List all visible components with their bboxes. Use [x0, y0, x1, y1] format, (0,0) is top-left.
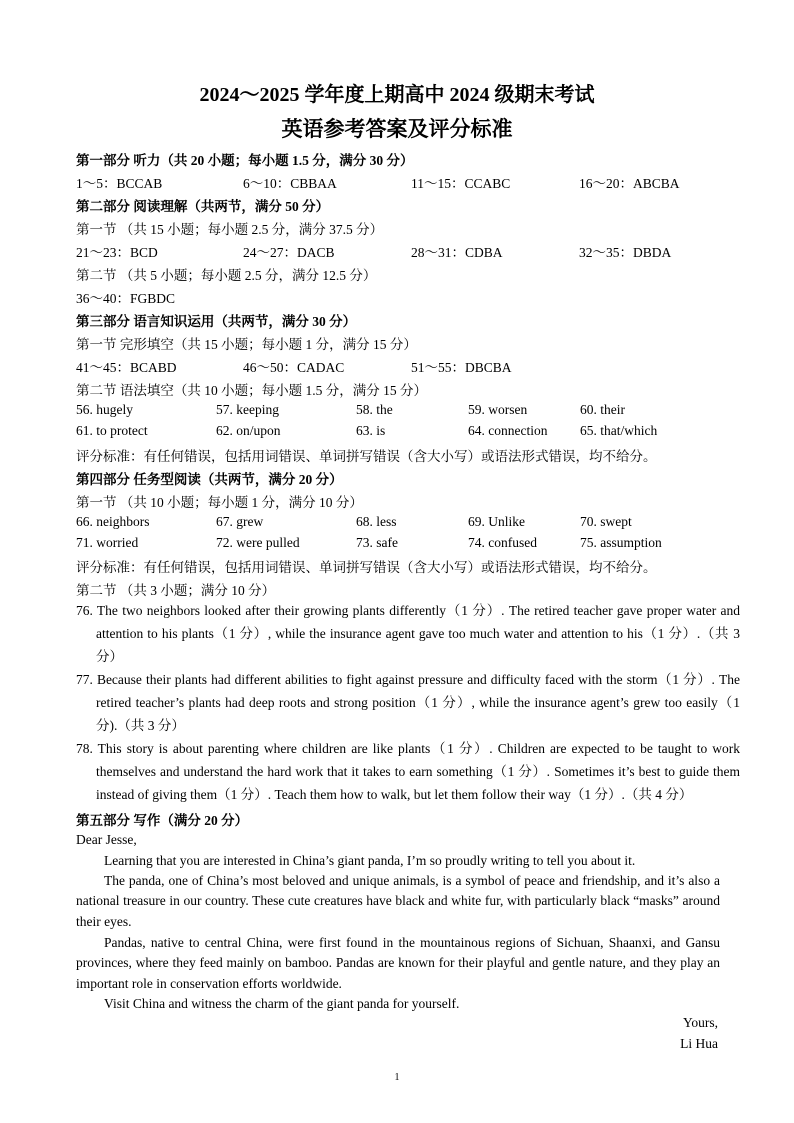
part3-section2-row2: [76, 423, 776, 443]
answer-item: 69. Unlike: [468, 514, 525, 529]
answer-item: 62. on/upon: [216, 423, 281, 438]
answer-item: 75. assumption: [580, 535, 662, 550]
part2-section2-heading: 第二节 （共 5 小题；每小题 2.5 分，满分 12.5 分）: [76, 268, 377, 283]
answer-group: 41～45：BCABD: [76, 360, 177, 375]
part2-heading: 第二部分 阅读理解（共两节，满分 50 分）: [76, 199, 330, 214]
answer-item: 64. connection: [468, 423, 548, 438]
answer-item: 65. that/which: [580, 423, 658, 438]
part4-section1-heading: 第一节 （共 10 小题；每小题 1 分，满分 10 分）: [76, 495, 363, 510]
part4-section1-row1: [76, 514, 776, 534]
answer-item: 63. is: [356, 423, 386, 438]
answer-item: 71. worried: [76, 535, 139, 550]
part4-section2-heading: 第二节 （共 3 小题；满分 10 分）: [76, 583, 276, 598]
letter-closing: Yours,: [682, 1015, 718, 1030]
part2-section1-heading: 第一节 （共 15 小题；每小题 2.5 分，满分 37.5 分）: [76, 222, 384, 237]
answer-group: 1～5：BCCAB: [76, 176, 163, 191]
answer-item: 56. hugely: [76, 402, 133, 417]
answer-group: 32～35：DBDA: [579, 245, 672, 260]
answer-item: 57. keeping: [216, 402, 279, 417]
letter-paragraph: Pandas, native to central China, were first found in the mountainous regions of Sichuan, Shaanxi, and Gansu provinces, where they feed mainly on bamboo. Pandas are known for their playful and gentle nature, and they play an important role in conservation efforts worldwide.: [76, 935, 720, 991]
answer-group: 46～50：CADAC: [243, 360, 345, 375]
document-title: 2024～2025 学年度上期高中 2024 级期末考试: [199, 84, 595, 106]
part4-heading: 第四部分 任务型阅读（共两节，满分 20 分）: [76, 472, 343, 487]
answer-item: 74. confused: [468, 535, 537, 550]
answer-item: 68. less: [356, 514, 397, 529]
part1-answers: [76, 172, 776, 192]
letter-paragraph: The panda, one of China’s most beloved and unique animals, is a symbol of peace and friendship, and it’s also a national treasure in our country. These cute creatures have black and white fur, with particularly black “masks” around their eyes.: [76, 873, 720, 929]
answer-item: 60. their: [580, 402, 625, 417]
answer-77: 77. Because their plants had different abilities to fight against pressure and difficulty faced with the storm（1 分）. The retired teacher’s plants had deep roots and strong position（1 分）, while the insurance agent’s grew too easily（1 分).（共 3 分）: [76, 672, 740, 734]
answer-item: 59. worsen: [468, 402, 528, 417]
answer-group: 51～55：DBCBA: [411, 360, 512, 375]
answer-item: 66. neighbors: [76, 514, 150, 529]
answer-item: 73. safe: [356, 535, 398, 550]
answer-76: 76. The two neighbors looked after their growing plants differently（1 分）. The retired teacher gave proper water and attention to his plants（1 分）, while the insurance agent gave too much water and attention to his（1 分）.（共 3 分）: [76, 603, 740, 665]
answer-group: 24～27：DACB: [243, 245, 335, 260]
answer-group: 28～31：CDBA: [411, 245, 503, 260]
answer-item: 58. the: [356, 402, 393, 417]
part5-heading: 第五部分 写作（满分 20 分）: [76, 813, 249, 828]
part3-section2-row1: [76, 402, 776, 422]
part3-section2-heading: 第二节 语法填空（共 10 小题；每小题 1.5 分，满分 15 分）: [76, 383, 427, 398]
part4-grading-criteria: 评分标准：有任何错误，包括用词错误、单词拼写错误（含大小写）或语法形式错误，均不给分。: [76, 560, 657, 575]
part1-heading: 第一部分 听力（共 20 小题；每小题 1.5 分，满分 30 分）: [76, 153, 414, 168]
letter-paragraph: Visit China and witness the charm of the giant panda for yourself.: [104, 996, 460, 1011]
document-subtitle: 英语参考答案及评分标准: [281, 117, 513, 141]
part2-section2-answer: 36～40：FGBDC: [76, 291, 176, 306]
answer-item: 72. were pulled: [216, 535, 300, 550]
answer-group: 21～23：BCD: [76, 245, 158, 260]
letter-paragraph: Learning that you are interested in China’s giant panda, I’m so proudly writing to tell you about it.: [104, 853, 636, 868]
answer-item: 67. grew: [216, 514, 264, 529]
letter-signature: Li Hua: [680, 1036, 718, 1051]
part3-section1-heading: 第一节 完形填空（共 15 小题；每小题 1 分，满分 15 分）: [76, 337, 417, 352]
part2-section1-answers: [76, 241, 776, 261]
letter-greeting: Dear Jesse,: [76, 832, 137, 847]
page-number: 1: [394, 1072, 400, 1083]
part3-section1-answers: [76, 356, 776, 376]
answer-item: 61. to protect: [76, 423, 148, 438]
answer-78: 78. This story is about parenting where children are like plants（1 分）. Children are expected to be taught to work themselves and understand the hard work that it takes to earn something（1 分）. Sometimes it’s best to guide them instead of giving them（1 分）. Teach them how to walk, but let them follow their way（1 分）.（共 4 分）: [76, 741, 740, 803]
answer-item: 70. swept: [580, 514, 632, 529]
part3-grading-criteria: 评分标准：有任何错误，包括用词错误、单词拼写错误（含大小写）或语法形式错误，均不给分。: [76, 449, 657, 464]
part4-section1-row2: [76, 535, 776, 555]
answer-group: 6～10：CBBAA: [243, 176, 337, 191]
answer-group: 16～20：ABCBA: [579, 176, 680, 191]
part3-heading: 第三部分 语言知识运用（共两节，满分 30 分）: [76, 314, 357, 329]
answer-group: 11～15：CCABC: [411, 176, 511, 191]
